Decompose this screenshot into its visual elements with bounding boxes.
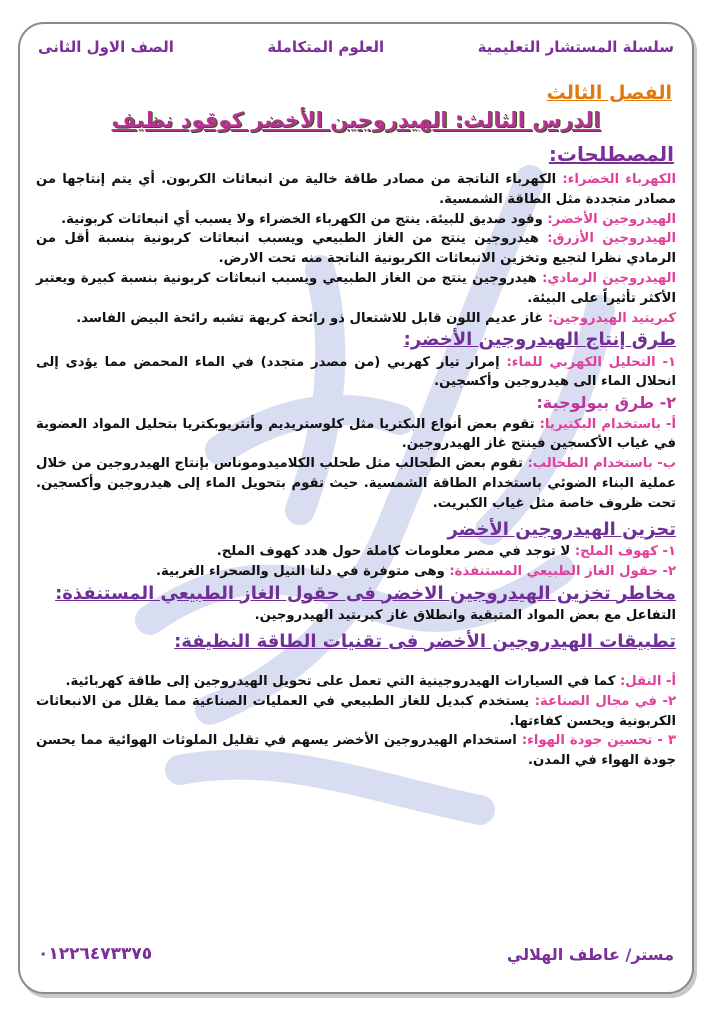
biological-methods-heading: ٢- طرق بيولوجية: [536,393,676,413]
bacteria-item: أ- باستخدام البكتيريا: تقوم بعض أنواع البكتريا مثل كلوستريديم وأنتريوبكتريا بتحليل المواد العضوية في غياب الأكسجين فينتج غاز الهيدروجين. [36,416,676,452]
gas-fields-item: ٢- حقول الغاز الطبيعي المستنفذة: وهى متوفرة في دلتا النيل والصحراء الغربية. [155,563,676,579]
salt-caves-item: ١- كهوف الملح: لا توجد في مصر معلومات كاملة حول هدد كهوف الملح. [216,543,676,559]
application-air-quality: ٣ - تحسين جودة الهواء: استخدام الهيدروجين الأخضر يسهم في تقليل الملوثات الهوائية مما يحسن جودة الهواء في المدن. [36,733,676,769]
application-industry: ٢- في مجال الصناعة: يستخدم كبديل للغاز الطبيعي في العمليات الصناعية مما يقلل من الانبعاثات الكربونية ويحسن كفاءتها. [36,693,676,729]
electrolysis-item: ١- التحليل الكهربي للماء: إمرار تيار كهربي (من مصدر متجدد) في الماء المحمض مما يؤدى إلى انحلال الماء الى هيدروجين وأكسجين. [36,354,676,390]
term-hydrogen-sulfide: كبريتيد الهيدروجين: غاز عديم اللون قابل للاشتعال ذو رائحة كريهة تشبه رائحة البيض الفاسد. [76,310,676,326]
page-content [30,34,682,771]
risks-text: التفاعل مع بعض المواد المتبقية وانطلاق غاز كبريتيد الهيدروجين. [254,607,676,623]
page-header [30,34,682,56]
applications-heading: تطبيقات الهيدروجين الأخضر فى تقنيات الطاقة النظيفة: [174,630,676,652]
algae-item: ب- باستخدام الطحالب: تقوم بعض الطحالب مثل طحلب الكلاميدوموناس بإنتاج الهيدروجين من خلال عملية البناء الضوئي باستخدام الطاقة الشمسية. حيث تقوم بتحويل الماء إلى هيدروجين وأكسجين. تحت ظروف خاصة مثل غياب الكبريت. [36,456,676,511]
term-grey-hydrogen: الهيدروجين الرمادي: هيدروجين ينتج من الغاز الطبيعي ويسبب انبعاثات كربونية بنسبة كبيرة ويعتبر الأكثر تأثيراً على البيئة. [36,270,677,306]
term-green-electricity: الكهرباء الخضراء: الكهرباء الناتجة من مصادر طاقة خالية من انبعاثات الكربون. أي يتم إنتاجها من مصادر متجددة مثل الطاقة الشمسية. [36,172,676,207]
teacher-name: مستر/ عاطف الهلالي [506,944,674,964]
phone-number: ٠١٢٢٦٤٧٣٣٧٥ [38,944,153,964]
application-transport: أ- النقل: كما في السيارات الهيدروجينية التي تعمل على تحويل الهيدروجين إلى طاقة كهربائية. [65,673,676,689]
term-green-hydrogen: الهيدروجين الأخضر: وقود صديق للبيئة. ينتج من الكهرباء الخضراء ولا يسبب أي انبعاثات كربونية. [61,211,676,227]
terms-heading: المصطلحات: [548,142,674,166]
grade-name: الصف الاول الثانى [38,38,174,56]
term-blue-hydrogen: الهيدروجين الأزرق: هيدروجين ينتج من الغاز الطبيعي ويسبب انبعاثات كربونية بنسبة أقل من الرمادي نظرا لتجيع وتخزين الانبعاثات الكربونية الناتجة منه تحت الارض. [36,231,676,267]
production-heading: طرق إنتاج الهيدروجين الأخضر: [403,329,676,351]
risks-heading: مخاطر تخزين الهيدروجين الاخضر فى حقول الغاز الطبيعي المستنفذة: [55,582,676,604]
series-name: سلسلة المستشار التعليمية [477,38,674,56]
lesson-title: الدرس الثالث: الهيدروجين الأخضر كوقود نظيف [111,108,601,132]
page-footer [30,944,682,964]
chapter-title: الفصل الثالث [546,82,672,104]
storage-heading: تحزين الهيدروجين الأخضر [447,518,676,540]
subject-name: العلوم المتكاملة [267,38,385,56]
